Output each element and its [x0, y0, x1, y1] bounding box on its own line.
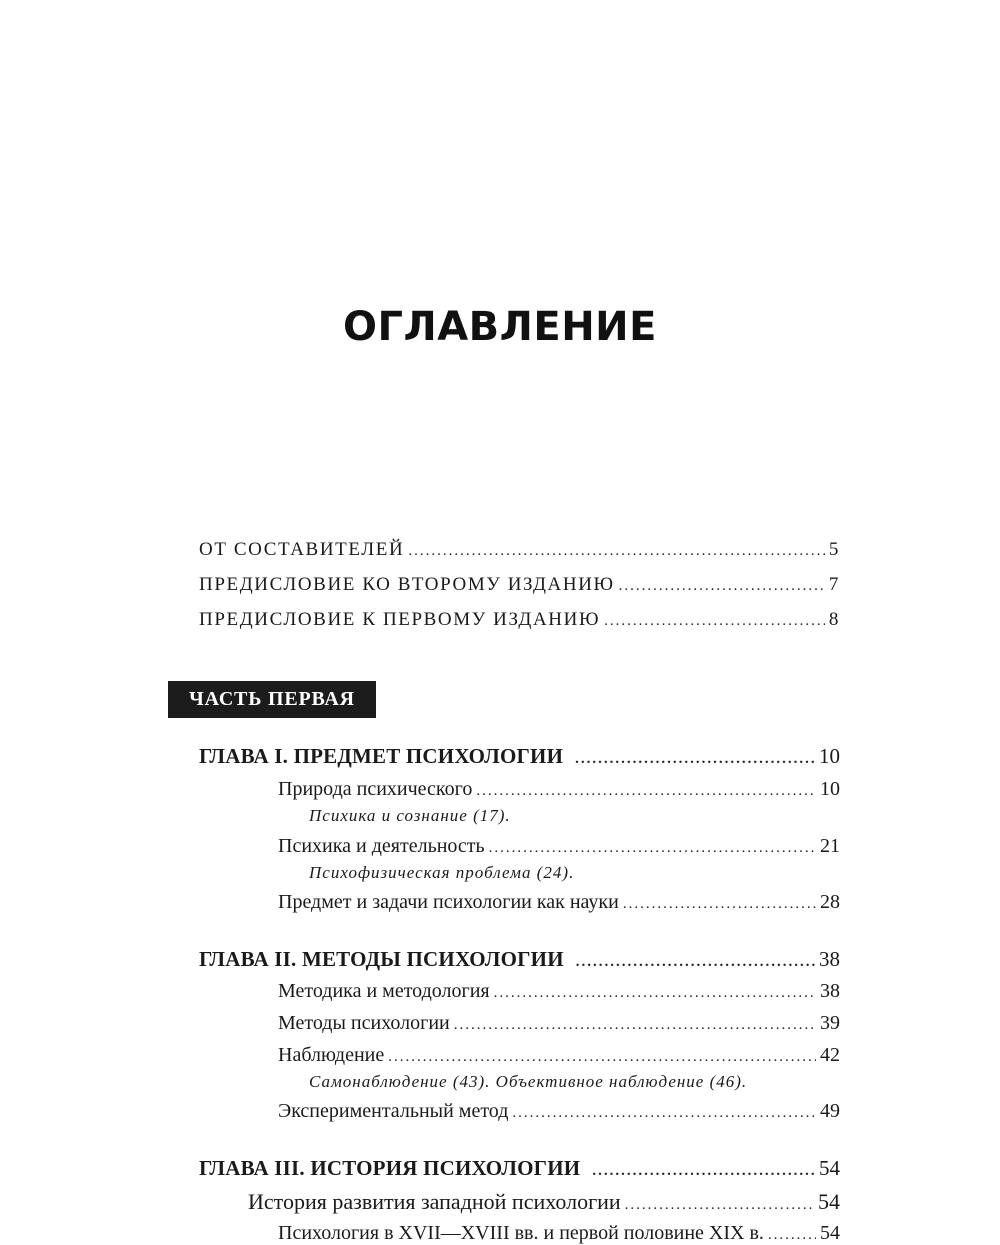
- chapter-entry[interactable]: [199, 744, 840, 769]
- section-page: 38: [820, 980, 840, 1002]
- section-entry[interactable]: [278, 980, 840, 1003]
- dot-leader: [623, 896, 816, 913]
- dot-leader: [575, 751, 815, 768]
- dot-leader: [494, 985, 816, 1002]
- chapter-page: 54: [819, 1156, 840, 1180]
- toc-entry-page: 8: [828, 609, 840, 630]
- section-entry[interactable]: [278, 1222, 840, 1245]
- chapter-entry[interactable]: [199, 947, 840, 972]
- chapter-page: 10: [819, 744, 840, 768]
- section-label: Природа психического: [278, 778, 473, 800]
- dot-leader: [489, 840, 816, 857]
- dot-leader: [592, 1163, 815, 1180]
- section-entry[interactable]: [278, 778, 840, 801]
- toc-entry-label: ПРЕДИСЛОВИЕ К ПЕРВОМУ ИЗДАНИЮ: [199, 609, 601, 630]
- toc-entry[interactable]: [199, 609, 840, 631]
- section-entry[interactable]: [278, 1012, 840, 1035]
- section-entry[interactable]: [278, 1044, 840, 1067]
- toc-entry-page: 7: [828, 574, 840, 595]
- section-label: Психика и деятельность: [278, 835, 485, 857]
- toc-entry-page: 5: [828, 539, 840, 560]
- dot-leader: [454, 1017, 816, 1034]
- dot-leader: [604, 613, 825, 630]
- dot-leader: [512, 1105, 816, 1122]
- dot-leader: [476, 783, 816, 800]
- dot-leader: [625, 1197, 814, 1214]
- dot-leader: [576, 954, 815, 971]
- chapter-label: ГЛАВА III. ИСТОРИЯ ПСИХОЛОГИИ: [199, 1156, 581, 1180]
- section-page: 49: [820, 1100, 840, 1122]
- subsection-list: Психофизическая проблема (24).: [309, 863, 575, 882]
- dot-leader: [619, 578, 825, 595]
- page-title: ОГЛАВЛЕНИЕ: [343, 304, 657, 350]
- section-page: 28: [820, 891, 840, 913]
- section-entry[interactable]: [278, 891, 840, 914]
- section-label: Методы психологии: [278, 1012, 450, 1034]
- toc-entry-label: ОТ СОСТАВИТЕЛЕЙ: [199, 539, 405, 560]
- section-page: 54: [820, 1222, 840, 1244]
- section-label: Экспериментальный метод: [278, 1100, 509, 1122]
- section-page: 54: [818, 1189, 840, 1214]
- section-page: 21: [820, 835, 840, 857]
- chapter-label: ГЛАВА I. ПРЕДМЕТ ПСИХОЛОГИИ: [199, 744, 564, 768]
- section-entry[interactable]: [278, 1100, 840, 1123]
- section-label: Предмет и задачи психологии как науки: [278, 891, 619, 913]
- subsection-list: Самонаблюдение (43). Объективное наблюдение (46).: [309, 1072, 748, 1091]
- part-heading: ЧАСТЬ ПЕРВАЯ: [168, 681, 376, 718]
- toc-entry[interactable]: [199, 574, 840, 596]
- section-label: Психология в XVII—XVIII вв. и первой половине XIX в.: [278, 1222, 764, 1244]
- section-entry[interactable]: [248, 1189, 840, 1215]
- section-page: 10: [820, 778, 840, 800]
- toc-entry-label: ПРЕДИСЛОВИЕ КО ВТОРОМУ ИЗДАНИЮ: [199, 574, 615, 595]
- section-page: 39: [820, 1012, 840, 1034]
- dot-leader: [768, 1227, 816, 1244]
- chapter-page: 38: [819, 947, 840, 971]
- section-label: Методика и методология: [278, 980, 490, 1002]
- dot-leader: [408, 543, 825, 560]
- chapter-entry[interactable]: [199, 1156, 840, 1181]
- dot-leader: [388, 1049, 816, 1066]
- section-page: 42: [820, 1044, 840, 1066]
- section-label: Наблюдение: [278, 1044, 385, 1066]
- subsection-list: Психика и сознание (17).: [309, 806, 511, 825]
- chapter-label: ГЛАВА II. МЕТОДЫ ПСИХОЛОГИИ: [199, 947, 564, 971]
- section-label: История развития западной психологии: [248, 1189, 621, 1214]
- toc-entry[interactable]: [199, 539, 840, 561]
- section-entry[interactable]: [278, 835, 840, 858]
